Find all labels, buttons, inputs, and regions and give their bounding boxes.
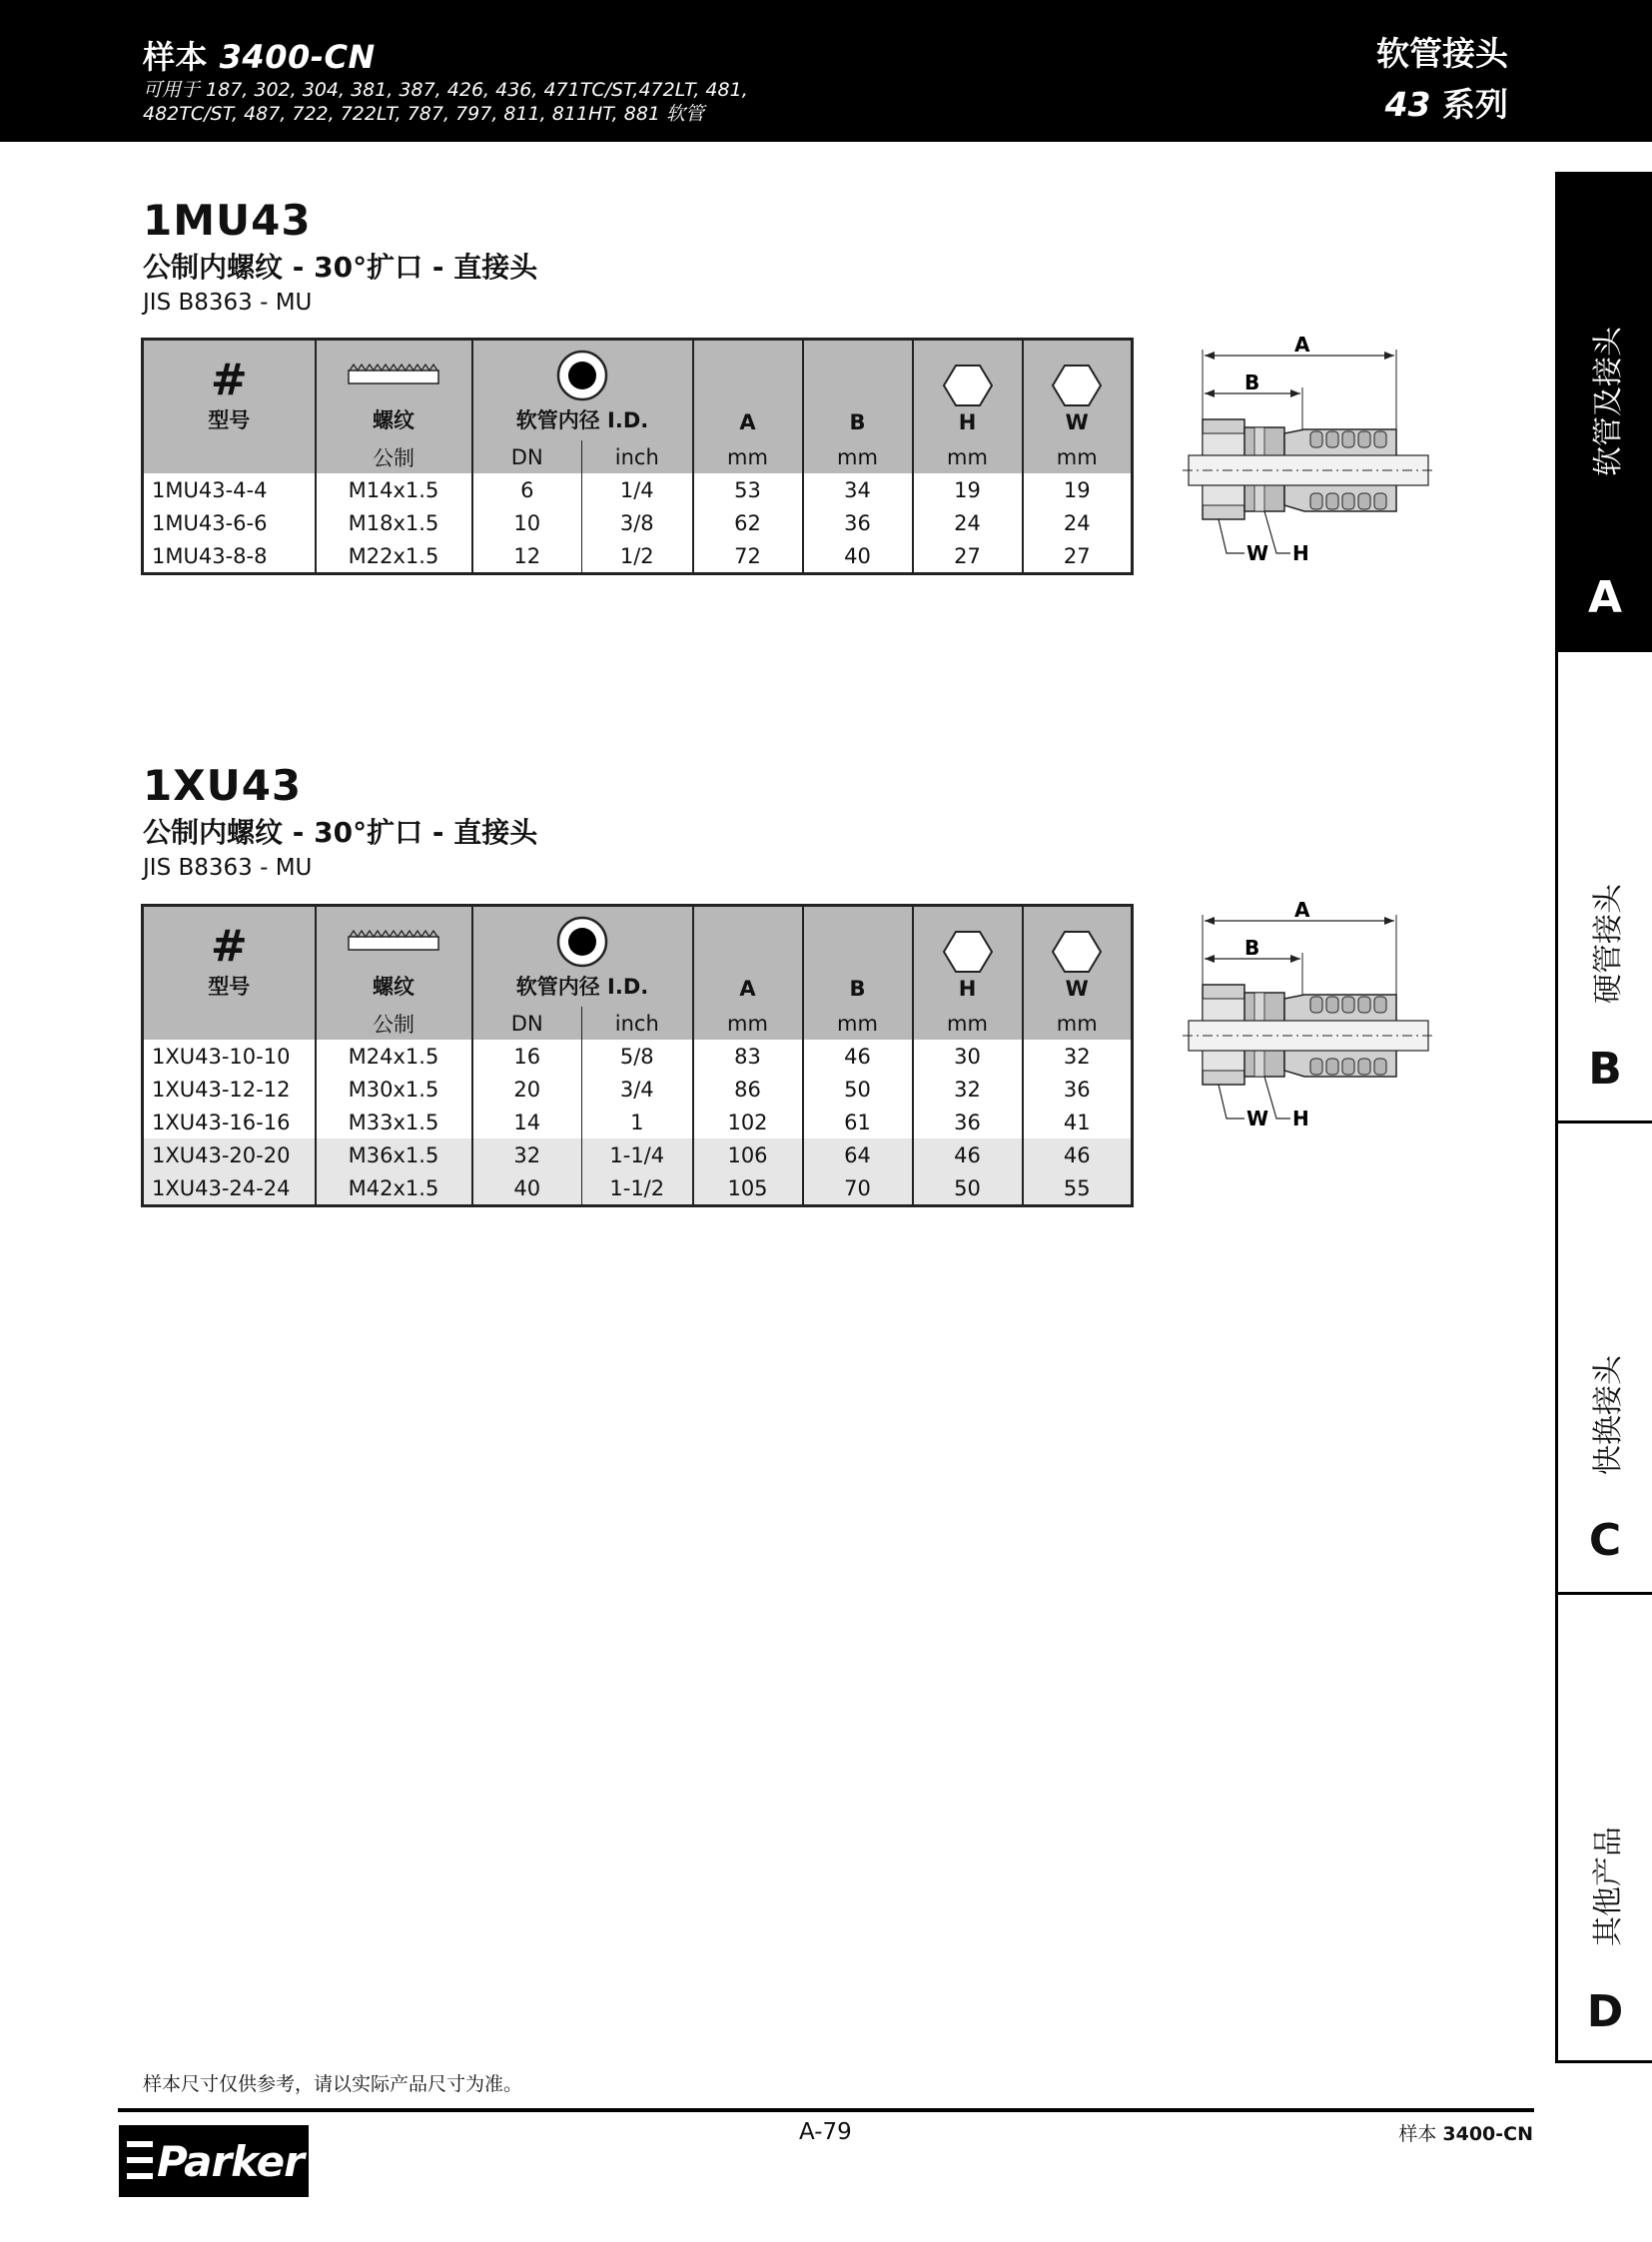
dim-a-label: A [1294, 898, 1310, 922]
section-title: 软管接头 [1376, 34, 1508, 73]
part-title-2: 1XU43 [143, 761, 303, 810]
col-hose-id-label: 软管内径 I.D. [515, 975, 649, 999]
col-h: H [913, 340, 1023, 441]
catalog-title: 样本 3400-CN [143, 38, 376, 76]
tab-b-letter: B [1588, 1044, 1622, 1095]
footnote: 样本尺寸仅供参考，请以实际产品尺寸为准。 [143, 2073, 523, 2095]
table-row: 1XU43-16-16 M33x1.5 14 1 102 61 36 41 [143, 1106, 1133, 1138]
parker-logo [119, 2125, 309, 2197]
tab-a-label: 软管及接头 [1591, 327, 1626, 476]
fitting-drawing-1 [1179, 330, 1438, 565]
tab-a-letter: A [1587, 572, 1623, 623]
table-unit-row: 公制 DN inch mm mm mm mm [143, 440, 1133, 473]
tab-c[interactable] [1555, 1121, 1652, 1592]
header-left [143, 32, 748, 126]
table-row: 1XU43-24-24 M42x1.5 40 1-1/2 105 70 50 55 [143, 1171, 1133, 1206]
table-row: 1MU43-4-4 M14x1.5 6 1/4 53 34 19 19 [143, 473, 1133, 506]
hash-icon: # [210, 355, 248, 405]
hose-id-icon [555, 915, 609, 969]
part-standard-2: JIS B8363 - MU [143, 855, 313, 881]
col-w: W [1023, 340, 1133, 441]
logo-text: Parker [157, 2137, 304, 2186]
col-thread-label: 螺纹 [373, 975, 414, 999]
hexagon-w-icon [1051, 363, 1103, 408]
tab-a[interactable] [1555, 172, 1652, 649]
dim-w-label: W [1246, 1107, 1269, 1130]
thread-icon [348, 929, 439, 951]
tab-b[interactable] [1555, 649, 1652, 1121]
table-row: 1XU43-10-10 M24x1.5 16 5/8 83 46 30 32 [143, 1040, 1133, 1073]
dim-h-label: H [1292, 541, 1309, 565]
col-hose-id-label: 软管内径 I.D. [515, 408, 649, 432]
tab-d-letter: D [1586, 1986, 1624, 2037]
table-row: 1MU43-8-8 M22x1.5 12 1/2 72 40 27 27 [143, 539, 1133, 574]
dim-w-label: W [1246, 541, 1269, 565]
page-header [0, 0, 1652, 142]
table-header-row [143, 340, 1133, 441]
part-subtitle-2: 公制内螺纹 - 30°扩口 - 直接头 [143, 816, 538, 849]
hose-id-icon [555, 349, 609, 402]
tab-b-label: 硬管接头 [1591, 884, 1626, 1004]
series-title: 43 系列 [1384, 85, 1508, 124]
tab-d[interactable] [1555, 1592, 1652, 2063]
col-a: A [693, 340, 803, 441]
col-hose-id [472, 906, 693, 1008]
col-b: B [803, 906, 913, 1008]
col-thread [316, 340, 472, 441]
page-number: A-79 [799, 2119, 852, 2145]
col-thread-label: 螺纹 [373, 408, 414, 432]
table-row: 1XU43-20-20 M36x1.5 32 1-1/4 106 64 46 46 [143, 1138, 1133, 1171]
dim-h-label: H [1292, 1107, 1309, 1130]
part-title-1: 1MU43 [143, 196, 312, 245]
col-a: A [693, 906, 803, 1008]
col-hose-id [472, 340, 693, 441]
footer-catalog: 样本 3400-CN [1398, 2123, 1533, 2145]
dim-b-label: B [1244, 936, 1260, 960]
col-part-label: 型号 [208, 975, 251, 999]
part-subtitle-1: 公制内螺纹 - 30°扩口 - 直接头 [143, 251, 538, 284]
hexagon-h-icon [942, 363, 994, 408]
col-part-label: 型号 [208, 408, 251, 432]
table-unit-row: 公制 DN inch mm mm mm mm [143, 1007, 1133, 1040]
tab-c-label: 快换接头 [1591, 1355, 1626, 1475]
header-right [1376, 28, 1508, 126]
table-row: 1XU43-12-12 M30x1.5 20 3/4 86 50 32 36 [143, 1073, 1133, 1106]
dim-b-label: B [1244, 371, 1260, 394]
dim-a-label: A [1294, 333, 1310, 357]
fitting-drawing-2 [1179, 895, 1438, 1130]
usable-hoses-line2: 482TC/ST, 487, 722, 722LT, 787, 797, 811, 811HT, 881 软管 [143, 103, 705, 125]
part-standard-1: JIS B8363 - MU [143, 290, 313, 316]
hash-icon: # [210, 921, 248, 972]
col-part [143, 906, 316, 1008]
spec-table-2 [141, 904, 1134, 1207]
thread-icon [348, 363, 439, 384]
table-row: 1MU43-6-6 M18x1.5 10 3/8 62 36 24 24 [143, 506, 1133, 539]
table-header-row [143, 906, 1133, 1008]
usable-hoses-line1: 可用于 187, 302, 304, 381, 387, 426, 436, 471TC/ST,472LT, 481, [143, 79, 748, 101]
tab-c-letter: C [1588, 1515, 1622, 1566]
col-w: W [1023, 906, 1133, 1008]
tab-d-label: 其他产品 [1591, 1827, 1626, 1946]
spec-table-1 [141, 338, 1134, 575]
hexagon-h-icon [942, 929, 994, 975]
col-part [143, 340, 316, 441]
col-h: H [913, 906, 1023, 1008]
col-b: B [803, 340, 913, 441]
hexagon-w-icon [1051, 929, 1103, 975]
footer-divider [118, 2108, 1534, 2112]
col-thread [316, 906, 472, 1008]
